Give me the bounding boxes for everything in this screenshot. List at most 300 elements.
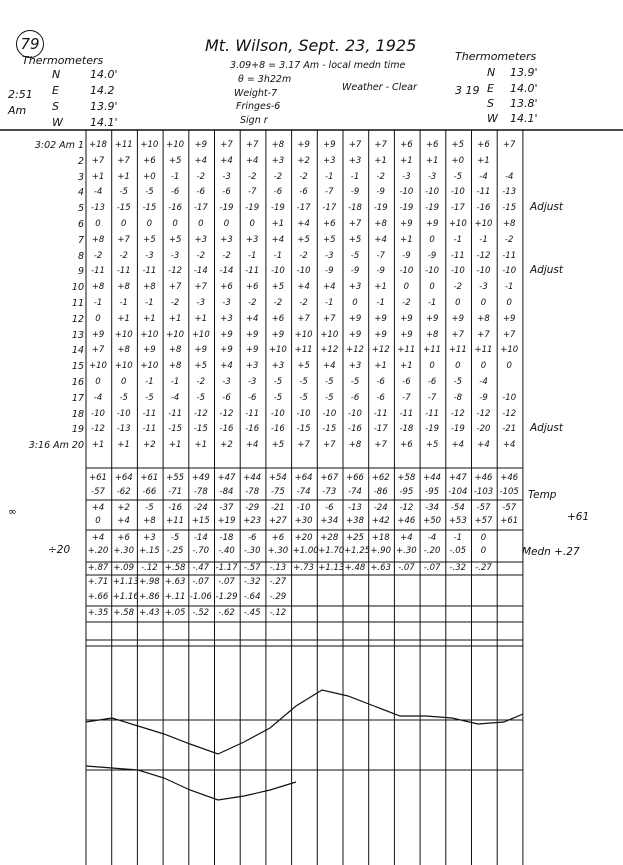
- table-cell: -11: [245, 266, 260, 277]
- table-cell: 0: [455, 361, 461, 372]
- plot-curve-upper: [86, 690, 523, 754]
- table-cell: +10: [268, 345, 287, 356]
- sum-cell: +.86: [139, 592, 160, 602]
- sum-cell: -34: [425, 503, 440, 513]
- row-label: 16: [71, 377, 84, 388]
- table-cell: +0: [451, 155, 465, 166]
- table-cell: -1: [145, 298, 154, 308]
- subtitle-line-3: Weight-7: [234, 88, 278, 99]
- table-cell: -14: [219, 266, 234, 277]
- table-cell: -1: [376, 298, 385, 308]
- left-therm-dir-n: N: [52, 68, 61, 81]
- table-cell: +9: [348, 313, 362, 324]
- table-cell: -14: [193, 266, 208, 277]
- table-cell: +10: [140, 361, 159, 372]
- table-cell: +6: [323, 219, 336, 229]
- table-cell: 0: [480, 298, 487, 308]
- table-cell: -19: [270, 203, 285, 214]
- row-label: 11: [71, 298, 84, 309]
- table-cell: -11: [168, 408, 183, 419]
- table-cell: +7: [451, 329, 465, 340]
- left-therm-val-n: 14.0': [90, 68, 118, 81]
- table-cell: +4: [374, 234, 387, 245]
- left-therm-val-s: 13.9': [90, 100, 118, 113]
- table-cell: +5: [425, 440, 439, 451]
- table-cell: +8: [425, 329, 439, 340]
- table-cell: +10: [166, 329, 185, 340]
- table-cell: -10: [270, 266, 285, 277]
- table-cell: +4: [297, 219, 310, 229]
- table-cell: +1: [91, 171, 105, 182]
- table-cell: +11: [448, 345, 467, 356]
- sum-cell: +.90: [370, 546, 391, 556]
- sum-cell: +1.70: [318, 546, 345, 556]
- sum-cell: -.27: [269, 577, 287, 587]
- sum-cell: +58: [397, 473, 416, 483]
- table-cell: -9: [479, 392, 488, 403]
- table-cell: +2: [220, 440, 233, 451]
- table-cell: -5: [196, 392, 206, 403]
- table-cell: +8: [502, 219, 516, 229]
- table-cell: -1: [427, 298, 437, 308]
- table-cell: 0: [429, 282, 435, 293]
- sum-cell: -71: [168, 487, 183, 497]
- table-cell: +8: [168, 361, 182, 372]
- sum-cell: +.58: [113, 608, 134, 618]
- table-cell: -3: [325, 250, 334, 261]
- sum-cell: +38: [346, 516, 364, 526]
- sum-cell: +4: [117, 516, 130, 526]
- table-cell: -12: [476, 408, 491, 419]
- table-cell: -1: [119, 298, 128, 308]
- table-cell: +1: [374, 155, 387, 166]
- table-cell: +4: [323, 361, 336, 372]
- plot-curve-lower: [86, 766, 296, 800]
- table-cell: -10: [116, 408, 131, 419]
- table-cell: -11: [450, 250, 465, 261]
- table-cell: +1: [477, 155, 490, 166]
- sum-cell: -57: [476, 503, 491, 513]
- table-cell: 0: [249, 219, 255, 229]
- table-cell: +7: [477, 329, 490, 340]
- table-cell: +1: [400, 155, 413, 166]
- sum-cell: +42: [371, 516, 390, 526]
- table-cell: -3: [145, 250, 154, 261]
- table-cell: -6: [376, 392, 385, 403]
- table-cell: +3: [194, 234, 208, 245]
- sum-cell: +1.13: [318, 563, 345, 573]
- table-cell: -5: [273, 392, 283, 403]
- sum-cell: -86: [373, 487, 388, 497]
- sum-cell: +1.00: [292, 546, 319, 556]
- table-cell: -20: [476, 424, 491, 435]
- table-cell: +12: [371, 345, 390, 356]
- sum-cell: -78: [193, 487, 208, 497]
- table-cell: +9: [400, 313, 413, 324]
- table-cell: -6: [350, 392, 360, 403]
- sum-cell: +44: [243, 473, 262, 483]
- right-therm-val-n: 13.9': [510, 66, 538, 79]
- table-cell: -19: [373, 203, 388, 214]
- table-cell: -2: [119, 250, 128, 261]
- table-cell: -1: [504, 282, 514, 293]
- sum-cell: -.32: [243, 577, 261, 587]
- table-cell: -6: [222, 187, 231, 198]
- sum-cell: -.05: [449, 546, 467, 556]
- table-cell: -10: [399, 187, 414, 198]
- table-cell: +1: [374, 361, 387, 372]
- sum-cell: -.57: [243, 563, 261, 573]
- table-cell: 0: [429, 234, 435, 245]
- table-cell: -2: [453, 282, 463, 293]
- sum-cell: -21: [270, 503, 285, 513]
- table-cell: -11: [116, 266, 131, 277]
- table-cell: -3: [479, 282, 488, 293]
- subtitle-line-5: Sign r: [240, 115, 268, 126]
- table-cell: -19: [219, 203, 234, 214]
- table-cell: -10: [270, 408, 285, 419]
- table-cell: -11: [91, 266, 105, 277]
- table-cell: +10: [114, 361, 133, 372]
- row-label: 5: [77, 203, 84, 215]
- table-cell: +9: [220, 329, 233, 340]
- table-cell: -10: [91, 408, 105, 419]
- sum-cell: 0: [480, 546, 487, 556]
- left-therm-dir-e: E: [52, 84, 59, 97]
- table-cell: +4: [245, 313, 259, 324]
- table-cell: +9: [502, 313, 516, 324]
- sum-cell: +61: [140, 473, 159, 483]
- table-cell: -1: [170, 171, 180, 182]
- sum-cell: -.13: [269, 563, 287, 573]
- table-cell: +7: [91, 155, 105, 166]
- sum-cell: +15: [191, 516, 210, 526]
- right-therm-val-e: 14.0': [510, 82, 538, 95]
- table-cell: 0: [506, 298, 512, 308]
- sum-cell: -29: [245, 503, 260, 513]
- table-cell: +9: [297, 140, 310, 150]
- sum-cell: -13: [348, 503, 362, 513]
- table-cell: -2: [504, 234, 514, 245]
- table-cell: +4: [245, 440, 259, 451]
- sum-cell: +.63: [370, 563, 391, 573]
- left-thermometers-heading: Thermometers: [22, 54, 104, 67]
- sum-cell: -57: [91, 487, 105, 497]
- sum-cell: +.58: [164, 563, 186, 573]
- sum-cell: -.45: [243, 608, 261, 618]
- sum-cell: -1.06: [189, 592, 212, 602]
- row-label: 14: [71, 345, 84, 357]
- table-cell: -15: [322, 424, 337, 435]
- table-cell: -6: [196, 187, 206, 198]
- table-cell: -3: [247, 377, 257, 387]
- table-cell: +9: [245, 329, 259, 340]
- table-cell: -7: [402, 392, 411, 403]
- table-cell: -13: [116, 424, 131, 435]
- table-cell: +1: [400, 234, 413, 245]
- sum-cell: +20: [294, 533, 313, 543]
- sum-cell: -16: [168, 503, 183, 513]
- table-cell: -1: [145, 377, 154, 387]
- table-cell: -10: [322, 408, 337, 419]
- table-cell: +7: [168, 282, 182, 293]
- sum-cell: -84: [219, 487, 234, 497]
- sum-cell: +3: [143, 533, 156, 543]
- sum-cell: -74: [296, 487, 311, 497]
- table-cell: +5: [194, 361, 208, 372]
- table-cell: -12: [450, 408, 465, 419]
- table-cell: -2: [222, 250, 231, 261]
- sum-cell: +2: [117, 503, 130, 513]
- sum-cell: -24: [193, 503, 208, 513]
- sum-cell: -95: [425, 487, 440, 497]
- adjust-note: Adjust: [530, 264, 564, 277]
- table-cell: -11: [142, 266, 157, 277]
- sum-cell: +23: [243, 516, 262, 526]
- sum-cell: +.30: [267, 546, 289, 556]
- table-cell: +8: [348, 440, 362, 451]
- table-cell: +8: [477, 313, 490, 324]
- table-cell: -10: [502, 392, 517, 403]
- table-cell: +6: [143, 155, 156, 166]
- table-cell: -9: [376, 266, 385, 277]
- table-cell: -1: [93, 298, 103, 308]
- left-therm-dir-s: S: [52, 100, 59, 113]
- table-cell: +4: [451, 440, 465, 451]
- table-cell: +10: [448, 219, 467, 229]
- sum-cell: +6: [117, 533, 130, 543]
- sum-cell: -24: [373, 503, 388, 513]
- table-cell: -7: [247, 187, 257, 198]
- table-cell: +9: [374, 313, 387, 324]
- table-cell: +7: [374, 440, 387, 451]
- table-cell: +10: [474, 219, 493, 229]
- table-cell: -5: [325, 377, 334, 387]
- sum-cell: -.64: [243, 592, 261, 602]
- sum-cell: -.07: [218, 577, 235, 587]
- table-cell: -5: [350, 377, 360, 387]
- medn-note: Medn +.27: [522, 546, 580, 558]
- table-cell: -3: [222, 298, 231, 308]
- sum-cell: -1.29: [215, 592, 238, 602]
- table-cell: +1: [271, 219, 285, 229]
- table-cell: -2: [299, 171, 308, 182]
- sum-cell: +4: [91, 533, 105, 543]
- right-therm-dir-n: N: [487, 66, 496, 79]
- table-cell: -18: [348, 203, 362, 214]
- table-cell: -4: [93, 187, 103, 198]
- table-cell: -10: [348, 408, 362, 419]
- table-cell: +7: [194, 282, 208, 293]
- table-cell: +1: [117, 313, 130, 324]
- table-cell: +4: [323, 282, 336, 293]
- row-label: 4: [77, 187, 84, 199]
- table-cell: -2: [376, 171, 385, 182]
- table-cell: +4: [245, 155, 259, 166]
- table-cell: -5: [145, 187, 154, 198]
- sum-cell: +.35: [87, 608, 109, 618]
- sum-cell: +49: [191, 473, 210, 483]
- table-cell: +9: [323, 140, 336, 150]
- table-cell: +9: [245, 345, 259, 356]
- table-cell: -16: [270, 424, 285, 435]
- table-cell: -9: [427, 250, 437, 261]
- table-cell: +5: [323, 234, 336, 245]
- table-cell: +7: [502, 140, 516, 150]
- sum-cell: +61: [500, 516, 519, 526]
- table-cell: -2: [196, 250, 206, 261]
- sum-cell: -78: [245, 487, 260, 497]
- table-cell: -10: [450, 187, 465, 198]
- table-cell: -6: [273, 187, 283, 198]
- sum-cell: +8: [143, 516, 156, 526]
- sum-cell: -1.17: [215, 563, 238, 573]
- subtitle-line-4: Fringes-6: [236, 101, 281, 112]
- table-cell: +5: [271, 440, 285, 451]
- table-cell: -17: [296, 203, 311, 214]
- sum-cell: +6: [271, 533, 285, 543]
- row-label: 3: [77, 171, 84, 183]
- table-cell: +8: [271, 140, 285, 150]
- sum-cell: +67: [320, 473, 339, 483]
- table-cell: -3: [222, 171, 231, 182]
- sum-cell: +27: [268, 516, 287, 526]
- table-cell: -3: [222, 377, 231, 387]
- table-cell: +3: [348, 155, 362, 166]
- table-cell: -13: [91, 203, 105, 214]
- table-cell: 0: [455, 298, 461, 308]
- table-cell: -16: [219, 424, 234, 435]
- table-cell: +18: [89, 140, 107, 150]
- table-cell: -12: [219, 408, 234, 419]
- table-cell: +7: [220, 140, 233, 150]
- table-cell: -16: [348, 424, 362, 435]
- table-cell: -4: [170, 392, 180, 403]
- sum-cell: +.66: [87, 592, 109, 602]
- sum-cell: +28: [320, 533, 339, 543]
- adjust-note: Adjust: [530, 422, 564, 435]
- row-label: 3:02 Am 1: [34, 140, 84, 151]
- table-cell: +4: [297, 282, 310, 293]
- table-cell: +1: [374, 282, 387, 293]
- table-cell: -21: [502, 424, 517, 435]
- table-cell: -3: [402, 171, 411, 182]
- table-cell: +1: [400, 361, 413, 372]
- sum-cell: +.30: [113, 546, 134, 556]
- table-cell: -18: [399, 424, 414, 435]
- table-cell: +4: [194, 155, 208, 166]
- sum-cell: +4: [400, 533, 413, 543]
- table-cell: +11: [397, 345, 416, 356]
- sum-cell: +53: [448, 516, 467, 526]
- sum-cell: -12: [399, 503, 414, 513]
- table-cell: +2: [297, 155, 310, 166]
- right-therm-dir-s: S: [487, 97, 494, 110]
- table-cell: +5: [168, 155, 182, 166]
- table-cell: -10: [502, 266, 517, 277]
- table-cell: +9: [143, 345, 156, 356]
- table-cell: -1: [325, 171, 334, 182]
- table-cell: +8: [117, 345, 130, 356]
- right-thermometers-time: 3 19: [455, 84, 480, 97]
- table-cell: +3: [271, 155, 285, 166]
- table-cell: +3: [245, 234, 259, 245]
- sum-cell: -.32: [449, 563, 467, 573]
- sum-cell: -104: [448, 487, 468, 497]
- table-cell: +7: [374, 140, 387, 150]
- table-cell: 0: [352, 298, 358, 308]
- table-cell: -4: [93, 392, 103, 403]
- table-cell: -6: [170, 187, 180, 198]
- table-cell: +7: [297, 313, 310, 324]
- sum-cell: +.71: [87, 577, 109, 587]
- table-cell: +1: [91, 440, 105, 451]
- table-cell: -5: [273, 377, 283, 387]
- sum-cell: +46: [474, 473, 493, 483]
- table-cell: +8: [374, 219, 387, 229]
- sum-cell: +47: [448, 473, 467, 483]
- table-cell: -13: [502, 187, 517, 198]
- table-cell: +6: [271, 313, 285, 324]
- right-therm-dir-e: E: [487, 82, 494, 95]
- table-cell: +7: [297, 440, 310, 451]
- table-cell: -10: [296, 408, 311, 419]
- table-cell: -19: [399, 203, 414, 214]
- table-cell: -7: [376, 250, 385, 261]
- sum-cell: -4: [427, 533, 437, 543]
- table-cell: +7: [348, 219, 362, 229]
- table-cell: +0: [143, 171, 156, 182]
- right-therm-val-s: 13.8': [510, 97, 538, 110]
- sum-cell: +.30: [396, 546, 417, 556]
- table-cell: +6: [400, 440, 413, 451]
- table-cell: -2: [93, 250, 103, 261]
- table-cell: -3: [196, 298, 206, 308]
- table-cell: -2: [170, 298, 180, 308]
- row-label: 12: [71, 313, 84, 325]
- table-cell: +8: [143, 282, 156, 293]
- sum-cell: +46: [500, 473, 519, 483]
- table-cell: +10: [191, 329, 210, 340]
- table-cell: -5: [299, 377, 308, 387]
- sum-cell: -5: [170, 533, 180, 543]
- sum-cell: +64: [114, 473, 133, 483]
- table-cell: -12: [91, 424, 105, 435]
- row-label: 17: [71, 392, 84, 404]
- table-cell: -1: [325, 298, 334, 308]
- table-cell: -5: [299, 392, 308, 403]
- sum-cell: -10: [296, 503, 311, 513]
- sum-cell: -.29: [269, 592, 287, 602]
- table-cell: -11: [476, 187, 491, 198]
- table-cell: +4: [220, 361, 233, 372]
- sum-cell: +.15: [139, 546, 160, 556]
- table-cell: +8: [91, 234, 105, 245]
- table-cell: -1: [453, 234, 463, 245]
- sum-cell: +61: [89, 473, 107, 483]
- table-cell: +7: [91, 345, 105, 356]
- row-label: 15: [71, 361, 84, 373]
- table-cell: 0: [223, 219, 230, 229]
- table-cell: -12: [168, 266, 183, 277]
- table-cell: -6: [222, 392, 231, 403]
- sum-cell: +25: [346, 533, 364, 543]
- sum-cell: +.73: [293, 563, 314, 573]
- table-cell: +1: [194, 440, 208, 451]
- table-cell: +4: [502, 440, 516, 451]
- table-cell: +5: [451, 140, 465, 150]
- table-cell: +7: [117, 234, 130, 245]
